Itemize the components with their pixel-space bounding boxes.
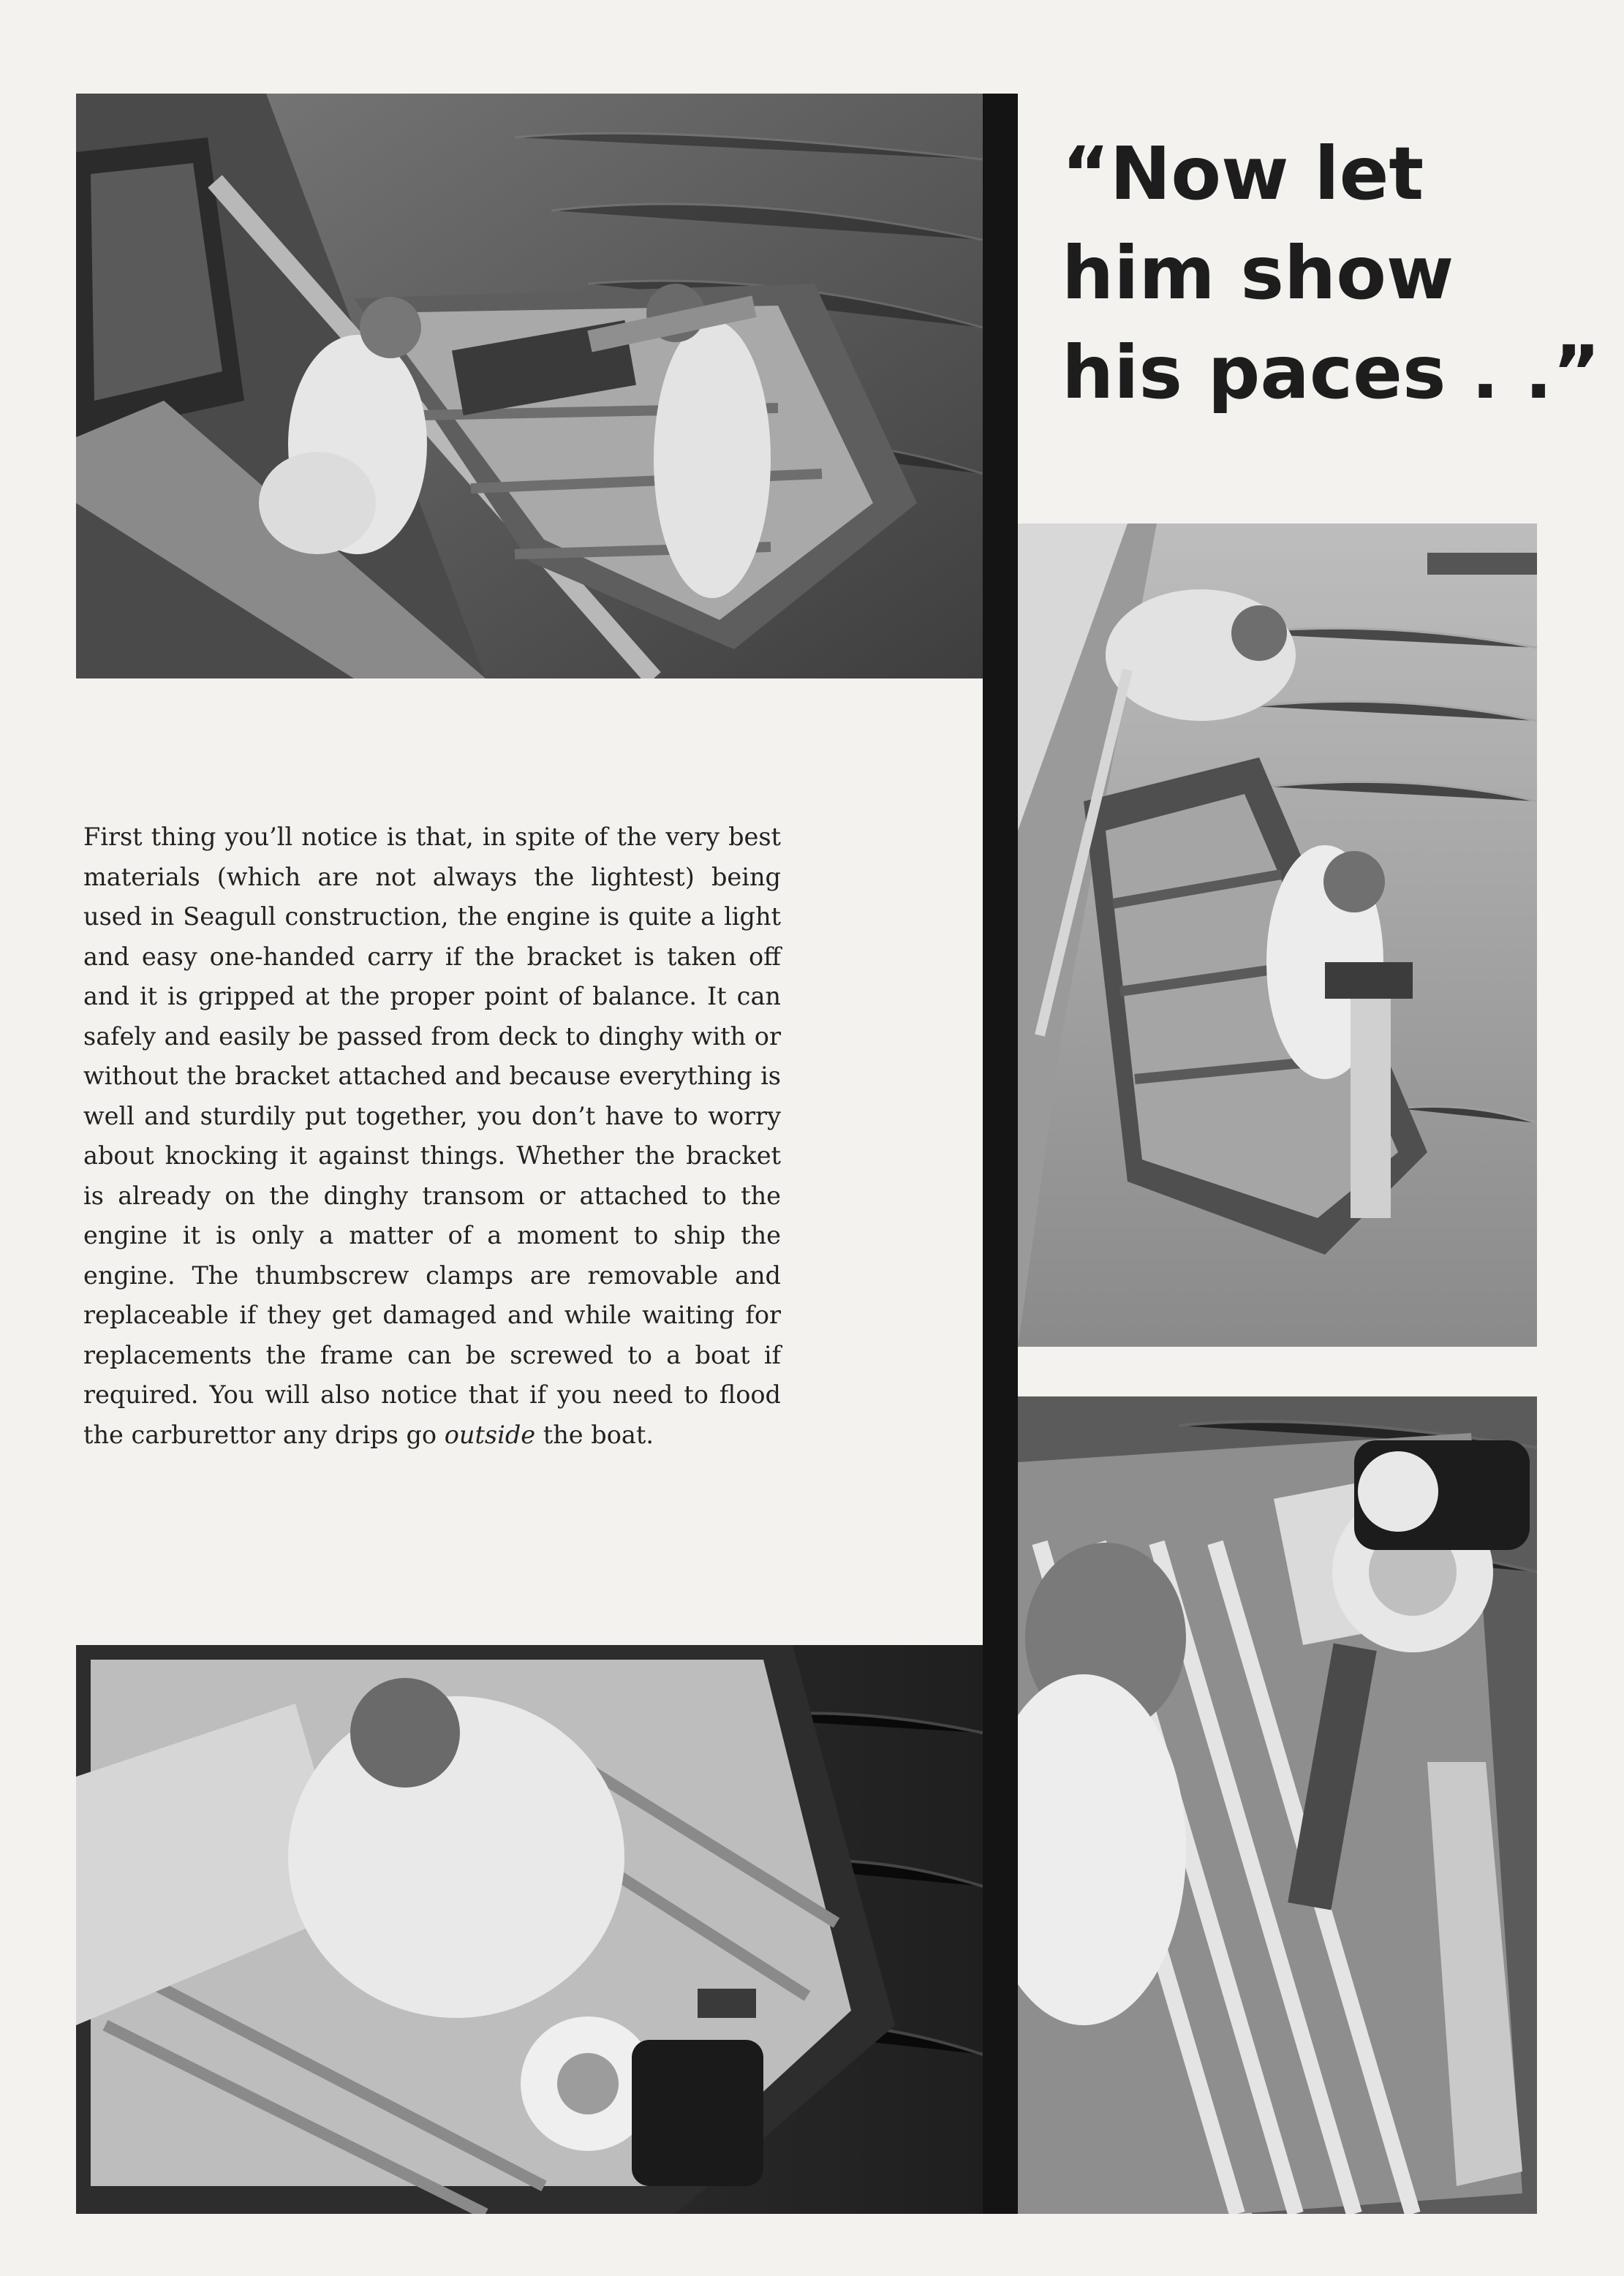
body-text-end: the boat.: [535, 1420, 654, 1449]
headline: [1062, 124, 1601, 423]
body-paragraph: [83, 817, 781, 1455]
vertical-divider-bar: [983, 94, 1018, 2214]
headline-line-1: “Now let: [1062, 131, 1424, 216]
headline-line-2: him show: [1062, 230, 1454, 316]
photo-engine-on-transom: [1018, 1396, 1537, 2214]
photo-fitting-engine: [76, 1645, 983, 2214]
body-text-emphasis: outside: [444, 1420, 536, 1449]
headline-line-3: his paces . .”: [1062, 330, 1601, 415]
body-text-main: First thing you’ll notice is that, in spite of the very best materials (which are not always the lightest) being used in Seagull construction, the engine is quite a light and easy one-handed carry if the bracket is taken off and it is gripped at the proper point of balance. It can safely and easily be passed from deck to dinghy with or without the bracket attached and because everything is well and sturdily put together, you don’t have to worry about knocking it against things. Whether the bracket is already on the dinghy transom or attached to the engine it is only a matter of a moment to ship the engine. The thumbscrew clamps are removable and replaceable if they get damaged and while waiting for replacements the frame can be screwed to a boat if required. You will also notice that if you need to flood the carburettor any drips go: [83, 823, 781, 1449]
photo-man-in-dinghy: [1018, 523, 1537, 1347]
photo-passing-engine: [76, 94, 983, 678]
